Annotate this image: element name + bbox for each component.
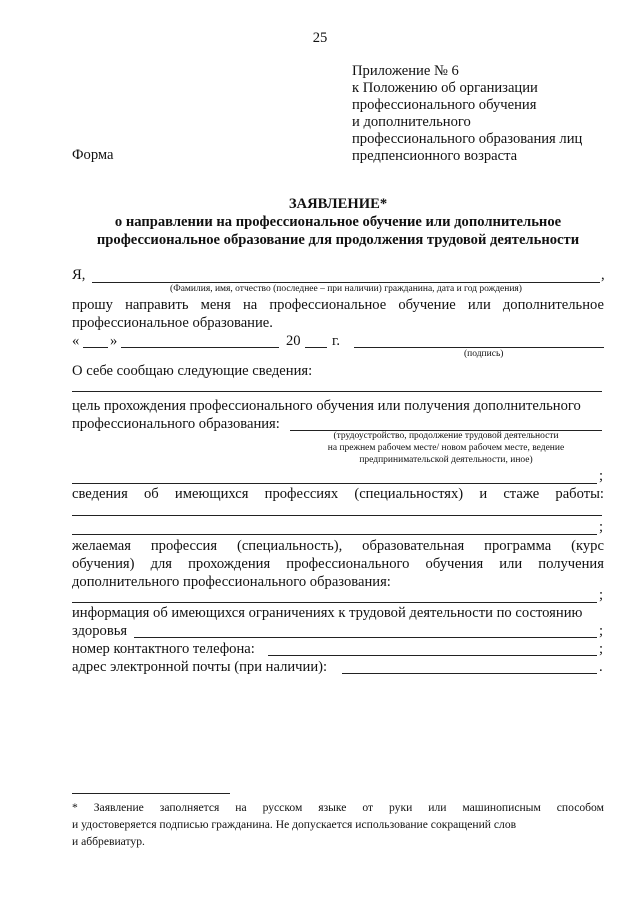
desired-input-line[interactable] bbox=[72, 602, 597, 603]
desired-line bbox=[72, 538, 604, 555]
word: обучение bbox=[398, 297, 456, 313]
word: на bbox=[242, 297, 258, 313]
semicolon: ; bbox=[599, 623, 604, 639]
word: обучения) bbox=[72, 556, 135, 572]
phone-label: номер контактного телефона: bbox=[72, 641, 255, 657]
goal-label: цель прохождения профессионального обучения или получения дополнительного bbox=[72, 398, 581, 414]
appendix-line: к Положению об организации bbox=[352, 80, 538, 96]
professions-input-line[interactable] bbox=[72, 515, 602, 516]
footnote-divider bbox=[72, 793, 230, 794]
document-title: ЗАЯВЛЕНИЕ* bbox=[288, 196, 388, 212]
signature-line[interactable] bbox=[354, 347, 604, 348]
goal-label-2: профессионального образования: bbox=[72, 416, 280, 432]
page-number: 25 bbox=[312, 30, 328, 46]
word: или bbox=[428, 801, 447, 814]
desired-line-2 bbox=[72, 556, 604, 573]
goal-hint: предпринимательской деятельности, иное) bbox=[359, 455, 533, 465]
word: обучения bbox=[425, 556, 484, 572]
appendix-line: и дополнительного bbox=[352, 114, 471, 130]
word: стаже bbox=[503, 486, 540, 502]
word: руки bbox=[389, 801, 413, 814]
signature-hint: (подпись) bbox=[464, 349, 504, 359]
word: имеющихся bbox=[174, 486, 249, 502]
date-year-prefix: 20 bbox=[286, 333, 301, 349]
semicolon: ; bbox=[599, 641, 604, 657]
limits-label-2: здоровья bbox=[72, 623, 128, 639]
word: (специальность), bbox=[236, 538, 343, 554]
word: для bbox=[150, 556, 173, 572]
request-line-2: профессиональное образование. bbox=[72, 315, 273, 331]
word: машинописным bbox=[462, 801, 541, 814]
fio-hint: (Фамилия, имя, отчество (последнее – при наличии) гражданина, дата и год рождения) bbox=[170, 284, 522, 294]
goal-input-line-2[interactable] bbox=[72, 483, 597, 484]
email-input-line[interactable] bbox=[342, 673, 597, 674]
phone-input-line[interactable] bbox=[268, 655, 597, 656]
word: профессиональное bbox=[269, 297, 387, 313]
word: сведения bbox=[72, 486, 128, 502]
word: от bbox=[362, 801, 374, 814]
word: языке bbox=[318, 801, 347, 814]
semicolon: ; bbox=[599, 587, 604, 603]
limits-label: информация об имеющихся ограничениях к трудовой деятельности по состоянию bbox=[72, 605, 583, 621]
comma: , bbox=[601, 267, 605, 283]
footnote-asterisk: * bbox=[72, 801, 78, 814]
word: профессионального bbox=[286, 556, 410, 572]
professions-line bbox=[72, 486, 604, 503]
word: или bbox=[467, 297, 491, 313]
date-month-line[interactable] bbox=[121, 347, 279, 348]
professions-input-line-2[interactable] bbox=[72, 534, 597, 535]
word: русском bbox=[262, 801, 303, 814]
word: прохождения bbox=[188, 556, 271, 572]
limits-input-line[interactable] bbox=[134, 637, 597, 638]
word: заполняется bbox=[159, 801, 220, 814]
appendix-line: профессионального образования лиц bbox=[352, 131, 583, 147]
date-day-line[interactable] bbox=[83, 347, 108, 348]
footnote-line-3: и аббревиатур. bbox=[72, 835, 145, 848]
about-input-line[interactable] bbox=[72, 391, 602, 392]
semicolon: ; bbox=[599, 468, 604, 484]
document-subtitle: о направлении на профессиональное обучение или дополнительное bbox=[114, 214, 562, 230]
goal-hint: на прежнем рабочем месте/ новом рабочем месте, ведение bbox=[327, 443, 565, 453]
appendix-line: профессионального обучения bbox=[352, 97, 537, 113]
appendix-line: Приложение № 6 bbox=[352, 63, 459, 79]
appendix-line: предпенсионного возраста bbox=[352, 148, 518, 164]
semicolon: ; bbox=[599, 519, 604, 535]
date-quote-open: « bbox=[72, 333, 80, 349]
word: или bbox=[499, 556, 523, 572]
word: работы: bbox=[555, 486, 604, 502]
goal-hint: (трудоустройство, продолжение трудовой деятельности bbox=[333, 431, 559, 441]
form-label: Форма bbox=[72, 147, 114, 163]
about-heading: О себе сообщаю следующие сведения: bbox=[72, 363, 313, 379]
word: и bbox=[479, 486, 488, 502]
request-line bbox=[72, 297, 604, 314]
desired-line-3: дополнительного профессионального образования: bbox=[72, 574, 391, 590]
word: меня bbox=[200, 297, 231, 313]
word: профессиях bbox=[264, 486, 339, 502]
footnote-line bbox=[72, 801, 604, 814]
word: об bbox=[144, 486, 159, 502]
word: прошу bbox=[72, 297, 113, 313]
word: получения bbox=[538, 556, 604, 572]
word: направить bbox=[125, 297, 189, 313]
period: . bbox=[599, 659, 603, 675]
footnote-line-2: и удостоверяется подписью гражданина. Не допускается использование сокращений слов bbox=[72, 818, 517, 831]
word: профессия bbox=[150, 538, 218, 554]
word: дополнительное bbox=[502, 297, 604, 313]
word: желаемая bbox=[72, 538, 131, 554]
word: (специальностях) bbox=[354, 486, 464, 502]
word: программа bbox=[484, 538, 552, 554]
date-year-suffix: г. bbox=[332, 333, 340, 349]
date-year-line[interactable] bbox=[305, 347, 327, 348]
word: (курс bbox=[571, 538, 604, 554]
word: способом bbox=[556, 801, 604, 814]
word: Заявление bbox=[93, 801, 144, 814]
word: образовательная bbox=[362, 538, 465, 554]
fio-input-line[interactable] bbox=[92, 282, 600, 283]
ya-label: Я, bbox=[72, 267, 86, 283]
date-quote-close: » bbox=[110, 333, 118, 349]
email-label: адрес электронной почты (при наличии): bbox=[72, 659, 328, 675]
word: на bbox=[235, 801, 247, 814]
document-subtitle: профессиональное образование для продолжения трудовой деятельности bbox=[96, 232, 580, 248]
